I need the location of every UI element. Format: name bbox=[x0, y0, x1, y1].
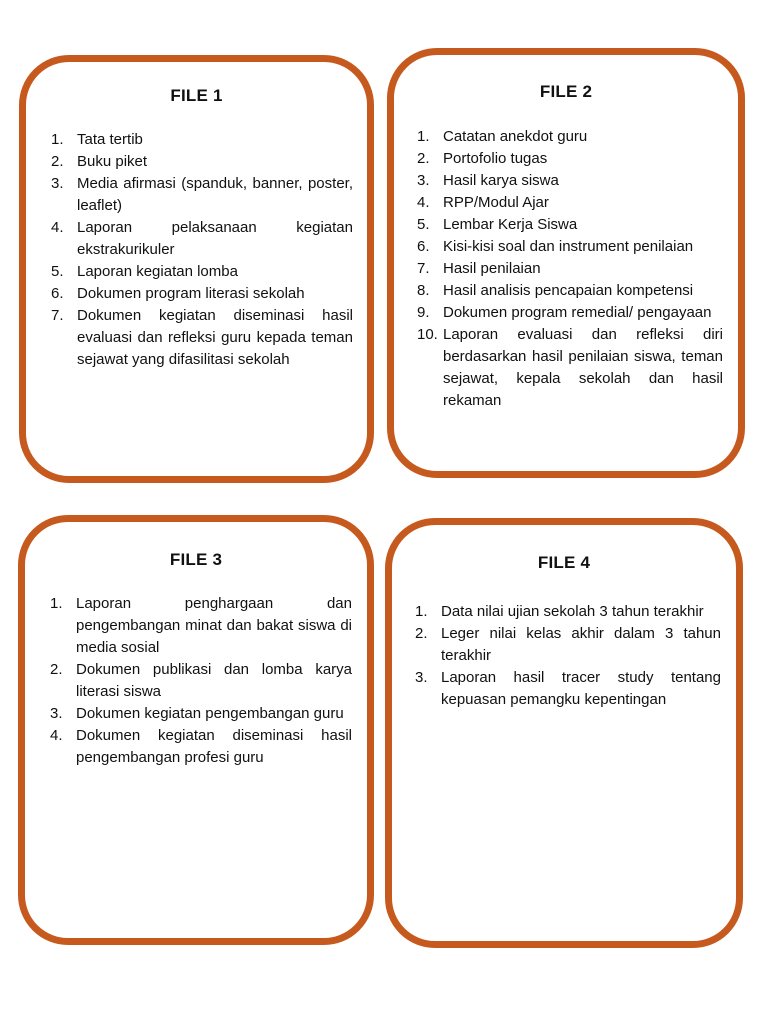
file-card-1 bbox=[19, 55, 374, 483]
file-item-list bbox=[415, 601, 721, 711]
item-text: Dokumen program remedial/ pengayaan bbox=[443, 304, 712, 321]
list-item bbox=[417, 148, 723, 170]
item-text: Lembar Kerja Siswa bbox=[443, 216, 578, 233]
item-text: Leger nilai kelas akhir dalam 3 tahun terakhir bbox=[441, 625, 721, 664]
item-text: Data nilai ujian sekolah 3 tahun terakhir bbox=[441, 603, 704, 620]
list-item bbox=[51, 261, 353, 283]
card-title: FILE 2 bbox=[539, 82, 593, 101]
list-item bbox=[417, 170, 723, 192]
item-text: Portofolio tugas bbox=[443, 150, 548, 167]
file-item-list bbox=[51, 129, 353, 371]
item-text: Catatan anekdot guru bbox=[443, 128, 588, 145]
item-number: 2. bbox=[51, 153, 64, 170]
item-number: 10. bbox=[417, 326, 438, 343]
list-item bbox=[417, 324, 723, 412]
item-number: 1. bbox=[51, 131, 64, 148]
list-item bbox=[417, 192, 723, 214]
item-number: 6. bbox=[51, 285, 64, 302]
list-item bbox=[417, 258, 723, 280]
item-text: Buku piket bbox=[77, 153, 148, 170]
item-number: 4. bbox=[51, 219, 64, 236]
item-number: 3. bbox=[417, 172, 430, 189]
list-item bbox=[415, 623, 721, 667]
list-item bbox=[51, 129, 353, 151]
item-number: 6. bbox=[417, 238, 430, 255]
list-item bbox=[417, 236, 723, 258]
file-card-2 bbox=[387, 48, 745, 478]
list-item bbox=[50, 593, 352, 659]
list-item bbox=[415, 667, 721, 711]
item-number: 7. bbox=[51, 307, 64, 324]
item-number: 5. bbox=[417, 216, 430, 233]
list-item bbox=[417, 214, 723, 236]
item-number: 5. bbox=[51, 263, 64, 280]
item-number: 4. bbox=[417, 194, 430, 211]
file-item-list bbox=[50, 593, 352, 769]
list-item bbox=[417, 302, 723, 324]
list-item bbox=[50, 725, 352, 769]
list-item bbox=[415, 601, 721, 623]
list-item bbox=[51, 305, 353, 371]
item-text: Laporan penghargaan dan pengembangan minat dan bakat siswa di media sosial bbox=[76, 595, 352, 656]
item-text: Kisi-kisi soal dan instrument penilaian bbox=[443, 238, 694, 255]
file-item-list bbox=[417, 126, 723, 412]
list-item bbox=[51, 151, 353, 173]
item-text: Dokumen kegiatan pengembangan guru bbox=[76, 705, 344, 722]
list-item bbox=[417, 280, 723, 302]
item-text: Tata tertib bbox=[77, 131, 143, 148]
list-item bbox=[51, 173, 353, 217]
item-text: Dokumen program literasi sekolah bbox=[77, 285, 305, 302]
list-item bbox=[50, 703, 352, 725]
item-number: 4. bbox=[50, 727, 63, 744]
item-number: 2. bbox=[415, 625, 428, 642]
item-number: 8. bbox=[417, 282, 430, 299]
item-number: 3. bbox=[415, 669, 428, 686]
item-text: Laporan pelaksanaan kegiatan ekstrakurikuler bbox=[77, 219, 353, 258]
item-text: Laporan evaluasi dan refleksi diri berdasarkan hasil penilaian siswa, teman sejawat, kepala sekolah dan hasil rekaman bbox=[443, 326, 723, 409]
item-number: 3. bbox=[50, 705, 63, 722]
list-item bbox=[417, 126, 723, 148]
item-number: 9. bbox=[417, 304, 430, 321]
item-number: 1. bbox=[417, 128, 430, 145]
item-text: Hasil karya siswa bbox=[443, 172, 559, 189]
list-item bbox=[51, 217, 353, 261]
list-item bbox=[51, 283, 353, 305]
file-card-3 bbox=[18, 515, 374, 945]
item-text: RPP/Modul Ajar bbox=[443, 194, 549, 211]
item-text: Dokumen publikasi dan lomba karya literasi siswa bbox=[76, 661, 352, 700]
item-number: 1. bbox=[415, 603, 428, 620]
item-number: 3. bbox=[51, 175, 64, 192]
item-number: 2. bbox=[417, 150, 430, 167]
card-title: FILE 3 bbox=[169, 550, 223, 569]
card-title: FILE 4 bbox=[537, 553, 591, 572]
file-card-4 bbox=[385, 518, 743, 948]
card-title: FILE 1 bbox=[170, 86, 223, 105]
item-number: 7. bbox=[417, 260, 430, 277]
item-text: Hasil analisis pencapaian kompetensi bbox=[443, 282, 694, 299]
item-text: Laporan hasil tracer study tentang kepuasan pemangku kepentingan bbox=[441, 669, 721, 708]
item-text: Dokumen kegiatan diseminasi hasil pengembangan profesi guru bbox=[76, 727, 352, 766]
item-text: Hasil penilaian bbox=[443, 260, 541, 277]
item-text: Media afirmasi (spanduk, banner, poster, leaflet) bbox=[77, 175, 353, 214]
item-number: 1. bbox=[50, 595, 63, 612]
item-text: Dokumen kegiatan diseminasi hasil evaluasi dan refleksi guru kepada teman sejawat yang difasilitasi sekolah bbox=[77, 307, 353, 368]
item-number: 2. bbox=[50, 661, 63, 678]
item-text: Laporan kegiatan lomba bbox=[77, 263, 238, 280]
list-item bbox=[50, 659, 352, 703]
